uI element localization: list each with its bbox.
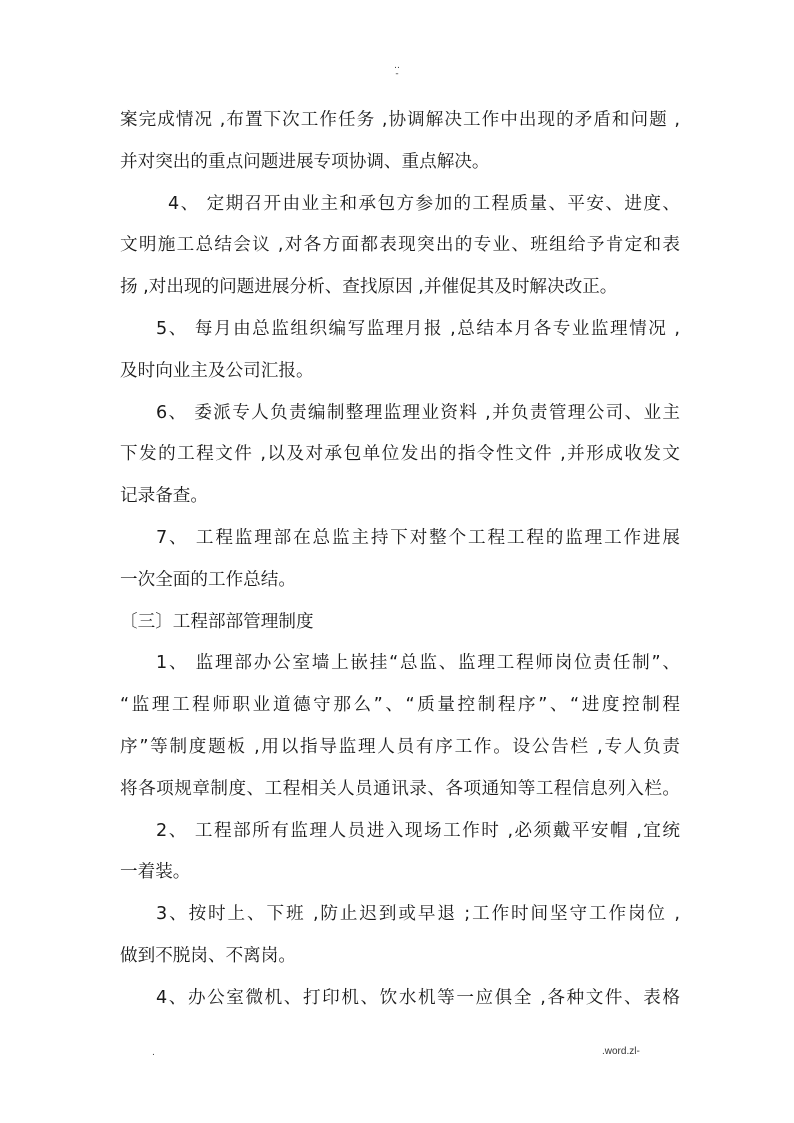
list-item-5-line: 5、 每月由总监组织编写监理月报 ,总结本月各专业监理情况 ,: [156, 318, 680, 339]
paragraph-line: 及时向业主及公司汇报。: [120, 360, 314, 381]
paragraph-line: 将各项规章制度、工程相关人员通讯录、各项通知等工程信息列入栏。: [120, 778, 680, 799]
paragraph-line: 并对突出的重点问题进展专项协调、重点解决。: [120, 151, 490, 172]
header-mark: [0, 62, 794, 78]
paragraph-line: 下发的工程文件 ,以及对承包单位发出的指令性文件 ,并形成收发文: [120, 444, 680, 465]
list-item-7-line: 7、 工程监理部在总监主持下对整个工程工程的监理工作进展: [156, 527, 680, 548]
body-text: [120, 100, 680, 1020]
list-item-3-line: 3、按时上、下班 ,防止迟到或早退 ;工作时间坚守工作岗位 ,: [156, 904, 680, 925]
list-item-2-line: 2、 工程部所有监理人员进入现场工作时 ,必须戴平安帽 ,宜统: [156, 820, 680, 841]
paragraph-line: 案完成情况 ,布置下次工作任务 ,协调解决工作中出现的矛盾和问题 ,: [120, 110, 680, 130]
footer-right-mark: .word.zl-: [602, 1046, 640, 1057]
list-item-1-line: 1、 监理部办公室墙上嵌挂“总监、监理工程师岗位责任制”、: [156, 653, 680, 674]
paragraph-line: 扬 ,对出现的问题进展分析、查找原因 ,并催促其及时解决改正。: [120, 277, 618, 298]
paragraph-line: “监理工程师职业道德守那么”、“质量控制程序”、“进度控制程: [120, 695, 680, 716]
list-item-4b-line: 4、办公室微机、打印机、饮水机等一应俱全 ,各种文件、表格: [156, 987, 680, 1008]
section-heading: 〔三〕工程部部管理制度: [120, 611, 314, 632]
footer-left-mark: .: [152, 1048, 155, 1058]
paragraph-line: 记录备查。: [120, 486, 208, 507]
header-mark-bottom: -: [395, 69, 399, 79]
paragraph-line: 文明施工总结会议 ,对各方面都表现突出的专业、班组给予肯定和表: [120, 235, 680, 256]
paragraph-line: 做到不脱岗、不离岗。: [120, 945, 296, 966]
paragraph-line: 一着装。: [120, 862, 191, 883]
header-mark-top: ..: [394, 61, 400, 71]
paragraph-line: 序”等制度题板 ,用以指导监理人员有序工作。设公告栏 ,专人负责: [120, 736, 680, 757]
list-item-6-line: 6、 委派专人负责编制整理监理业资料 ,并负责管理公司、业主: [156, 402, 680, 423]
paragraph-line: 一次全面的工作总结。: [120, 569, 296, 590]
list-item-4-line: 4、 定期召开由业主和承包方参加的工程质量、平安、进度、: [168, 193, 680, 214]
